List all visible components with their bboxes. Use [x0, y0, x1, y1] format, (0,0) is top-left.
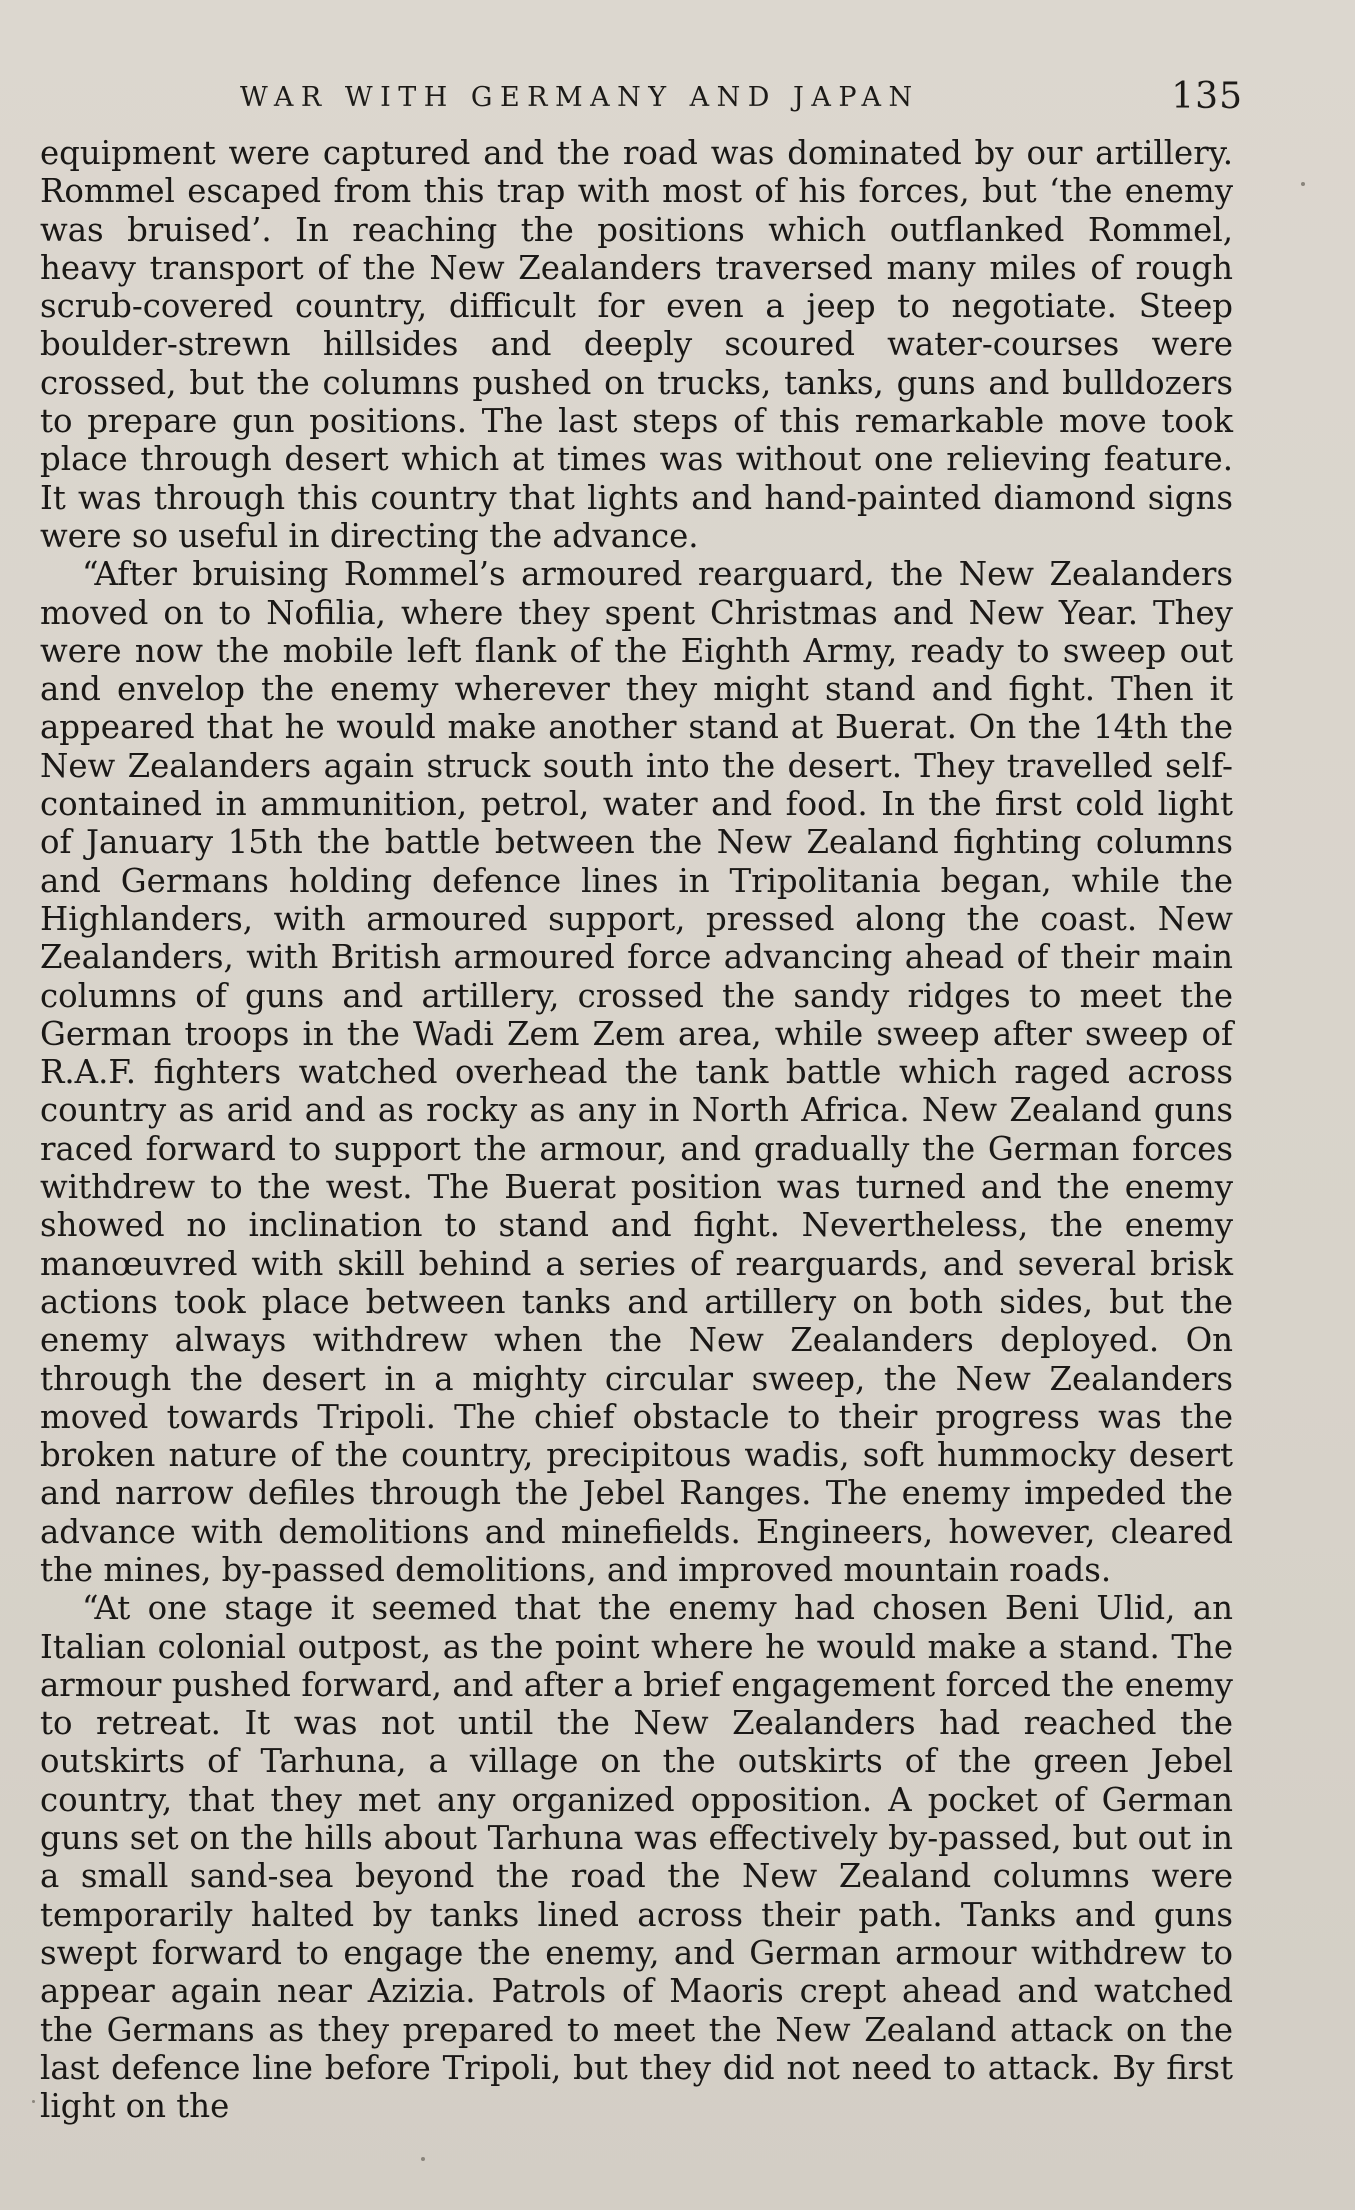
- page-number: 135: [1171, 76, 1243, 117]
- paragraph-2: “After bruising Rommel’s armoured rearguard, the New Zealanders moved on to Nofilia, where they spent Christmas and New Year. They were now the mobile left flank of the Eighth Army, ready to sweep out and envelop the enemy wherever they might stand and fight. Then it appeared that he would make another stand at Buerat. On the 14th the New Zealanders again struck south into the desert. They travelled self-contained in ammunition, petrol, water and food. In the first cold light of January 15th the battle between the New Zealand fighting columns and Germans holding defence lines in Tripolitania began, while the Highlanders, with armoured support, pressed along the coast. New Zealanders, with British armoured force advancing ahead of their main columns of guns and artillery, crossed the sandy ridges to meet the German troops in the Wadi Zem Zem area, while sweep after sweep of R.A.F. fighters watched overhead the tank battle which raged across country as arid and as rocky as any in North Africa. New Zealand guns raced forward to support the armour, and gradually the German forces withdrew to the west. The Buerat position was turned and the enemy showed no inclination to stand and fight. Nevertheless, the enemy manœuvred with skill behind a series of rearguards, and several brisk actions took place between tanks and artillery on both sides, but the enemy always withdrew when the New Zealanders deployed. On through the desert in a mighty circular sweep, the New Zealanders moved towards Tripoli. The chief obstacle to their progress was the broken nature of the country, precipitous wadis, soft hummocky desert and narrow defiles through the Jebel Ranges. The enemy impeded the advance with demolitions and minefields. Engineers, however, cleared the mines, by-passed demolitions, and improved mountain roads.: [40, 555, 1233, 1589]
- paper-speck: [1301, 182, 1305, 186]
- body-text: [40, 134, 1233, 2125]
- paper-speck: [421, 2157, 425, 2161]
- paragraph-1: equipment were captured and the road was dominated by our artillery. Rommel escaped from this trap with most of his forces, but ‘the enemy was bruised’. In reaching the positions which outflanked Rommel, heavy transport of the New Zealanders traversed many miles of rough scrub-covered country, difficult for even a jeep to negotiate. Steep boulder-strewn hillsides and deeply scoured water-courses were crossed, but the columns pushed on trucks, tanks, guns and bulldozers to prepare gun positions. The last steps of this remarkable move took place through desert which at times was without one relieving feature. It was through this country that lights and hand-painted diamond signs were so useful in directing the advance.: [40, 134, 1233, 555]
- paragraph-3: “At one stage it seemed that the enemy had chosen Beni Ulid, an Italian colonial outpost, as the point where he would make a stand. The armour pushed forward, and after a brief engagement forced the enemy to retreat. It was not until the New Zealanders had reached the outskirts of Tarhuna, a village on the outskirts of the green Jebel country, that they met any organized opposition. A pocket of German guns set on the hills about Tarhuna was effectively by-passed, but out in a small sand-sea beyond the road the New Zealand columns were temporarily halted by tanks lined across their path. Tanks and guns swept forward to engage the enemy, and German armour withdrew to appear again near Azizia. Patrols of Maoris crept ahead and watched the Germans as they prepared to meet the New Zealand attack on the last defence line before Tripoli, but they did not need to attack. By first light on the: [40, 1589, 1233, 2126]
- running-head: WAR WITH GERMANY AND JAPAN: [240, 82, 920, 113]
- page-header: [40, 72, 1243, 122]
- paper-speck: [32, 2100, 35, 2103]
